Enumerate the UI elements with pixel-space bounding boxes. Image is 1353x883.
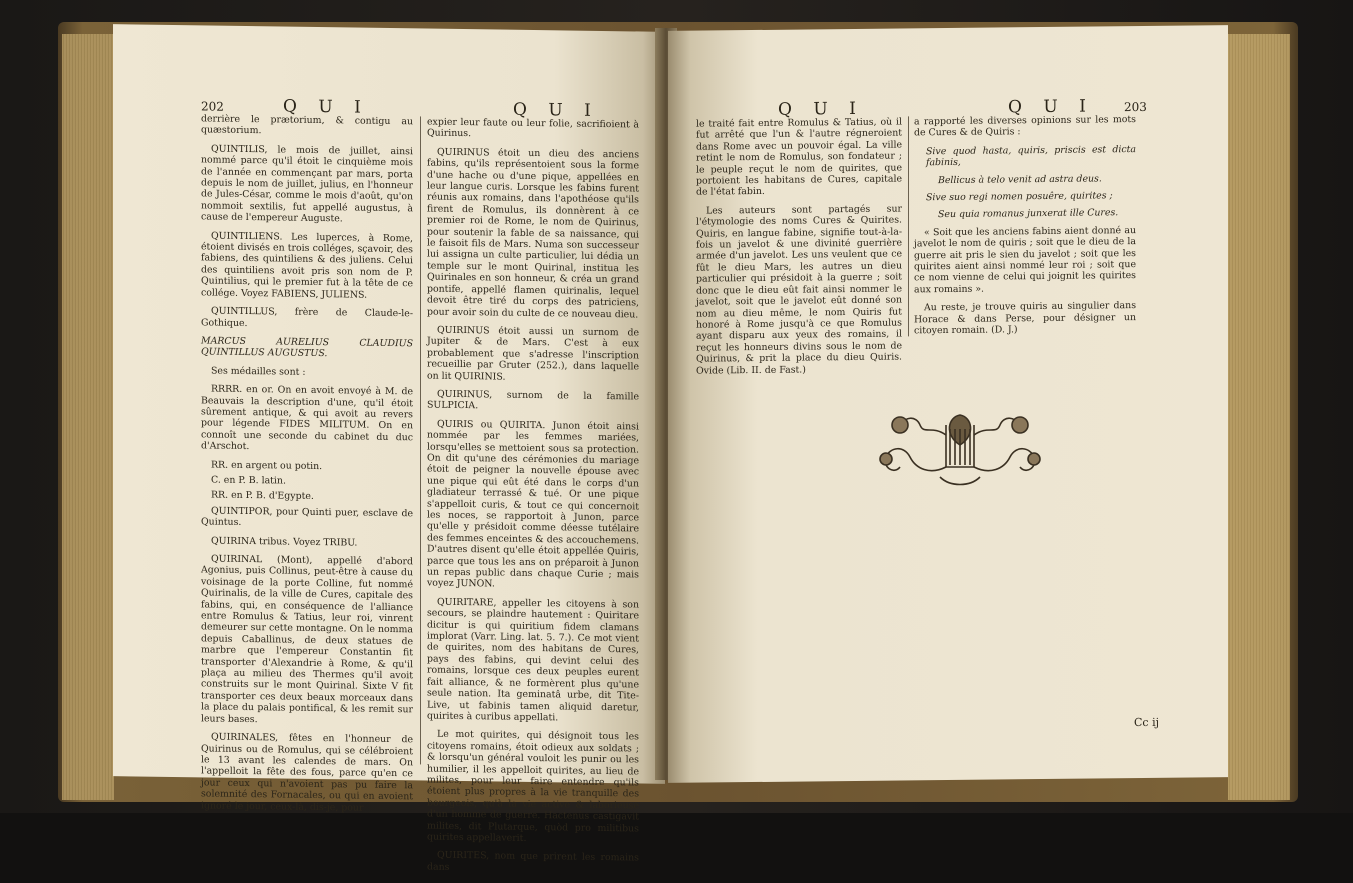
left-page-header: [113, 88, 665, 121]
paragraph: QUIRITARE, appeller les citoyens à son secours, se plaindre hautement : Quiritare dicitur is qui quiritium fidem clamans implorat (Varr. Ling. lat. 5. 7.). Ce mot vient de quirites, nom des habitans de Cures, pays des fabins, qui devint celui des romains, lorsque ces deux peuples eurent fait alliance, & ne formèrent plus qu'une seule nation. Ita geminatâ urbe, dit Tite-Live, ut fabinis tamen aliquid daretur, quirites à curibus appellati.: [427, 596, 639, 724]
page-edges-right: [1228, 34, 1290, 800]
paragraph: « Soit que les anciens fabins aient donné au javelot le nom de quiris ; soit que le dieu de la guerre ait pris le sien du javelot ; soit que les quirites aient ainsi nommé leur roi ; soit que ce nom vienne de celui qui joignit les quirites aux romains ».: [914, 224, 1136, 296]
page-number: 202: [201, 99, 224, 114]
right-page-header: [668, 89, 1228, 120]
paragraph: QUINTILIENS. Les luperces, à Rome, étoient divisés en trois colléges, sçavoir, des fabiens, des quintiliens & des juliens. Celui des quintiliens avoit pris son nom de P. Quintilius, qui le premier fut à la tête de ce collége. Voyez FABIENS, JULIENS.: [201, 230, 413, 301]
paragraph: Au reste, je trouve quiris au singulier dans Horace & dans Perse, pour désigner un citoyen romain. (D. J.): [914, 300, 1136, 337]
paragraph: QUIRINA tribus. Voyez TRIBU.: [211, 535, 358, 549]
paragraph: RRRR. en or. On en avoit envoyé à M. de Beauvais la description d'une, qu'il étoit sûrement antique, & qui avoit au revers pour légende FIDES MILITUM. On en connoît une seconde du cabinet du duc d'Arschot.: [201, 383, 413, 453]
paragraph: le traité fait entre Romulus & Tatius, où il fut arrêté que l'un & l'autre régneroient dans Rome avec un pouvoir égal. La ville retint le nom de Romulus, son fondateur ; le peuple reçut le nom de quirites, que portoient les habitans de Cures, capitale de l'état fabin.: [696, 116, 902, 199]
paragraph: QUIRINUS étoit aussi un surnom de Jupiter & de Mars. C'est à eux probablement que s'adresse l'inscription recueillie par Gruter (252.), dans laquelle on lit QUIRINIS.: [427, 324, 639, 383]
verse-line: Sive quod hasta, quiris, priscis est dicta fabinis,: [926, 143, 1136, 169]
catchword: Cc ij: [1134, 715, 1160, 730]
right-page-column-1: [696, 116, 902, 383]
left-page-column-2: [427, 117, 639, 883]
paragraph: derrière le prætorium, & contigu au quæstorium.: [201, 113, 413, 137]
column-rule: [420, 116, 421, 764]
fleuron-ornament-icon: [860, 395, 1060, 495]
paragraph: QUIRINUS étoit un dieu des anciens fabins, qu'ils représentoient sous la forme d'une hache ou d'une pique, appellées en leur langue curis. Lorsque les fabins furent réunis aux romains, dans l'apothéose qu'ils firent de Romulus, ils donnèrent à ce premier roi de Rome, le nom de Quirinus, pour soutenir la fable de sa naissance, qui le faisoit fils de Mars. Numa son successeur lui assigna un culte particulier, lui dédia un temple sur le mont Quirinal, institua les Quirinales en son honneur, & créa un grand pontife, appellé flamen quirinalis, lequel devoit être tiré du corps des patriciens, pour avoir soin du culte de ce nouveau dieu.: [427, 146, 639, 320]
paragraph: QUINTILIS, le mois de juillet, ainsi nommé parce qu'il étoit le cinquième mois de l'année en commençant par mars, porta depuis le nom de juillet, julius, en l'honneur de Jules-César, comme le mois d'août, qu'on nommoit sextilis, fut appellé augustus, à cause de l'empereur Auguste.: [201, 143, 413, 225]
paragraph: QUINTIPOR, pour Quinti puer, esclave de Quintus.: [201, 505, 413, 529]
page-edges-left: [62, 34, 114, 800]
verse-line: Seu quia romanus junxerat ille Cures.: [938, 207, 1119, 221]
paragraph: Les auteurs sont partagés sur l'étymologie des noms Cures & Quirites. Quiris, en langue fabine, signifie tout-à-la-fois un javelot & une divinité guerrière armée d'un javelot. Les uns veulent que ce fût le dieu Mars, les autres un dieu particulier qui présidoit à la guerre ; soit donc que le dieu eût fait ainsi nommer le javelot, soit que le javelot eût donné son nom au dieu même, le nom Quiris fut honoré à Rome jusqu'à ce que Romulus ayant disparu aux yeux des romains, il reçut les honneurs divins sous le nom de Quirinus, & prit la place du dieu Quiris. Ovide (Lib. II. de Fast.): [696, 203, 902, 377]
paragraph: MARCUS AURELIUS CLAUDIUS QUINTILLUS AUGUSTUS.: [201, 335, 413, 360]
column-rule: [908, 116, 909, 336]
verse-line: Sive suo regi nomen posuêre, quirites ;: [926, 190, 1113, 204]
running-head: Q U I: [1008, 96, 1094, 118]
running-head: Q U I: [778, 98, 864, 120]
paragraph: QUIRINAL (Mont), appellé d'abord Agonius, puis Collinus, peut-être à cause du voisinage de la porte Colline, fut nommé Quirinalis, de la ville de Cures, capitale des fabins, qui, en conséquence de l'alliance entre Romulus & Tatius, leur roi, vinrent demeurer sur cette montagne. On le nomma depuis Caballinus, de deux statues de marbre que l'empereur Constantin fit transporter d'Alexandrie à Rome, & qu'il plaça au milieu des Thermes qu'il avoit construits sur le mont Quirinal. Sixte V fit transporter ces deux beaux morceaux dans la place du palais pontifical, & les remit sur leurs bases.: [201, 553, 413, 725]
paragraph: Ses médailles sont :: [211, 365, 306, 378]
paragraph: QUIRINUS, surnom de la famille SULPICIA.: [427, 388, 639, 412]
paragraph: RR. en argent ou potin.: [211, 459, 323, 472]
paragraph: QUIRITES, nom que prirent les romains dans: [427, 850, 639, 873]
verse-line: Bellicus à telo venit ad astra deus.: [938, 173, 1102, 186]
running-head: Q U I: [513, 99, 599, 121]
paragraph: a rapporté les diverses opinions sur les mots de Cures & de Quiris :: [914, 114, 1136, 139]
paragraph: expier leur faute ou leur folie, sacrifioient à Quirinus.: [427, 116, 639, 140]
left-page: [113, 24, 665, 873]
paragraph: QUIRIS ou QUIRITA. Junon étoit ainsi nommée par les femmes mariées, lorsqu'elles se mettoient sous sa protection. On dit qu'une des cérémonies du mariage étoit de peigner la nouvelle épouse avec une pique qui eût été dans le corps d'un gladiateur terrassé & tué. Or une pique s'appelloit curis, & tout ce qui concernoit les noces, se rapportoit à Junon, parce qu'elle y présidoit comme déesse tutélaire des femmes enceintes & des accouchemens. D'autres disent qu'elle étoit appellée Quiris, parce que tous les ans on préparoit à Junon un repas public dans chaque Curie ; mais voyez JUNON.: [427, 418, 639, 590]
running-head: Q U I: [283, 96, 369, 118]
paragraph: QUINTILLUS, frère de Claude-le-Gothique.: [201, 305, 413, 329]
paragraph: QUIRINALES, fêtes en l'honneur de Quirinus ou de Romulus, qui se célébroient le 13 avant les calendes de mars. On l'appelloit la fête des fous, parce qu'en ce jour ceux qui n'avoient pas pu faire la solemnité des Fornacales, ou qui en avoient ignoré le jour, ceux-là, dis-je, pour: [201, 731, 413, 814]
right-page-column-2: [914, 114, 1136, 344]
paragraph: C. en P. B. latin.: [211, 474, 286, 487]
paragraph: Le mot quirites, qui désignoit tous les citoyens romains, étoit odieux aux soldats ; & lorsqu'un général vouloit les punir ou les humilier, il les appelloit quirites, au lieu de milites, pour leur faire entendre qu'ils étoient plus propres à la vie tranquille des bourgeois, qu'à la vie active & laborieuse d'un homme de guerre. Hactenùs castigavit milites, dit Plutarque, quòd pro militibus quirites appellaverit.: [427, 728, 639, 844]
paragraph: RR. en P. B. d'Egypte.: [211, 489, 314, 503]
page-number: 203: [1124, 99, 1147, 115]
left-page-column-1: [201, 113, 413, 821]
